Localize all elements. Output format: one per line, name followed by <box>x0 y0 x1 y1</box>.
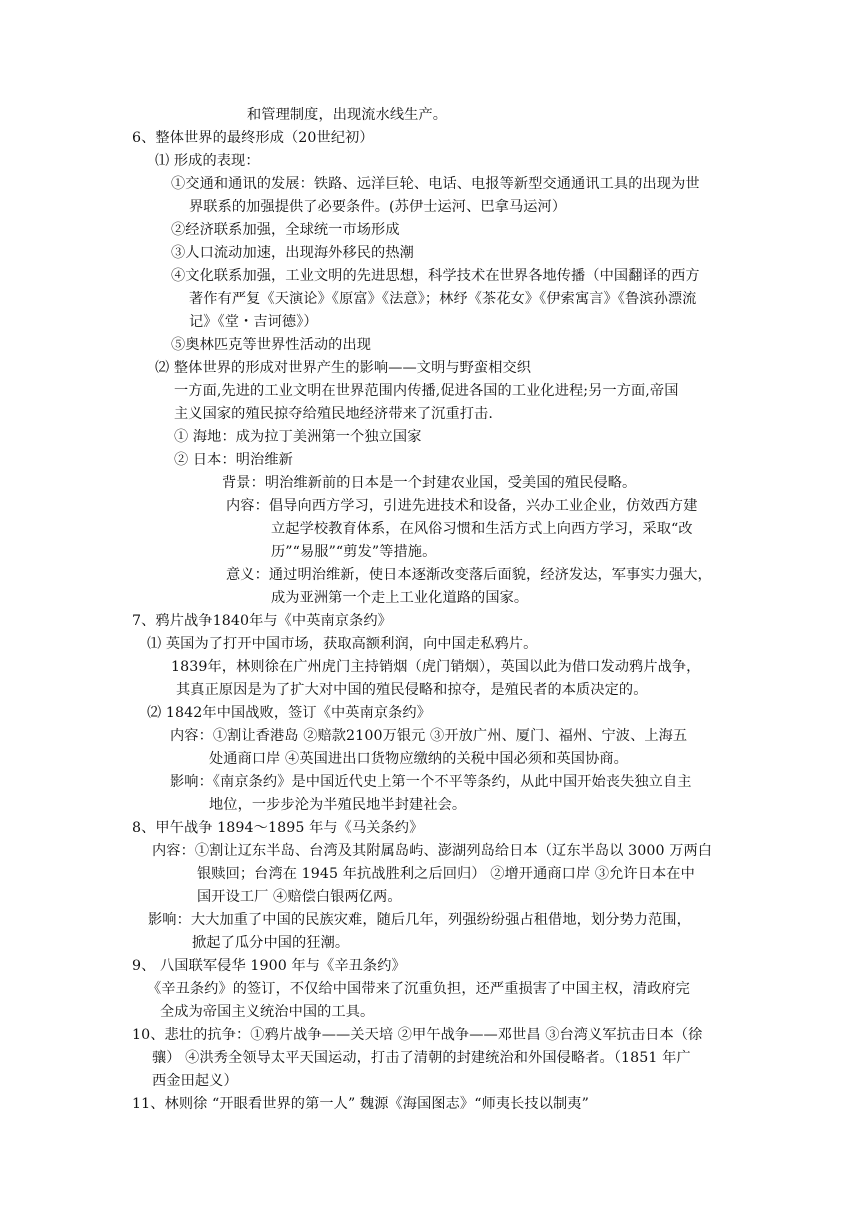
text-line: 其真正原因是为了扩大对中国的殖民侵略和掠夺，是殖民者的本质决定的。 <box>176 682 648 698</box>
section-heading: 8、甲午战争 1894～1895 年与《马关条约》 <box>132 820 424 836</box>
text-line: ① 海地：成为拉丁美洲第一个独立国家 <box>174 429 422 445</box>
text-line: 立起学校教育体系，在风俗习惯和生活方式上向西方学习，采取“改 <box>271 521 693 537</box>
text-line: 一方面,先进的工业文明在世界范围内传播,促进各国的工业化进程;另一方面,帝国 <box>174 383 679 399</box>
text-line: 《辛丑条约》的签订，不仅给中国带来了沉重负担，还严重损害了中国主权，清政府完 <box>147 981 690 997</box>
text-line: ②经济联系加强，全球统一市场形成 <box>171 222 400 238</box>
text-line: 内容：倡导向西方学习，引进先进技术和设备，兴办工业企业，仿效西方建 <box>226 498 698 514</box>
subsection-heading: ⑴ 形成的表现： <box>155 153 260 169</box>
section-heading: 11、林则徐 “开眼看世界的第一人” 魏源《海国图志》“师夷长技以制夷” <box>132 1096 589 1112</box>
text-line: 内容：①割让辽东半岛、台湾及其附属岛屿、澎湖列岛给日本（辽东半岛以 3000 万两白 <box>152 843 713 859</box>
section-heading: 7、鸦片战争1840年与《中英南京条约》 <box>132 613 392 629</box>
text-line: 掀起了瓜分中国的狂潮。 <box>192 935 350 951</box>
text-line: ④文化联系加强，工业文明的先进思想，科学技术在世界各地传播（中国翻译的西方 <box>171 268 700 284</box>
text-line: 国开设工厂 ④赔偿白银两亿两。 <box>197 889 402 905</box>
section-heading: 10、悲壮的抗争：①鸦片战争——关天培 ②甲午战争——邓世昌 ③台湾义军抗击日本（徐 <box>132 1027 703 1043</box>
text-line: 主义国家的殖民掠夺给殖民地经济带来了沉重打击. <box>174 406 493 422</box>
section-heading: 6、整体世界的最终形成（20世纪初） <box>132 130 374 146</box>
text-line: 地位，一步步沦为半殖民地半封建社会。 <box>209 797 467 813</box>
text-line: ①交通和通讯的发展：铁路、远洋巨轮、电话、电报等新型交通通讯工具的出现为世 <box>171 176 700 192</box>
text-line: 银赎回；台湾在 1945 年抗战胜利之后回归） ②增开通商口岸 ③允许日本在中 <box>197 866 695 882</box>
text-line: 1839年，林则徐在广州虎门主持销烟（虎门销烟），英国以此为借口发动鸦片战争， <box>171 659 701 675</box>
text-line: 界联系的加强提供了必要条件。(苏伊士运河、巴拿马运河） <box>189 199 567 215</box>
text-line: 著作有严复《天演论》《原富》《法意》；林纾《茶花女》《伊索寓言》《鲁滨孙漂流 <box>189 291 697 307</box>
text-line: 成为亚洲第一个走上工业化道路的国家。 <box>271 590 529 606</box>
section-heading: 9、 八国联军侵华 1900 年与《辛丑条约》 <box>132 958 406 974</box>
text-line: 处通商口岸 ④英国进出口货物应缴纳的关税中国必须和英国协商。 <box>209 751 628 767</box>
text-line: ② 日本：明治维新 <box>174 452 293 468</box>
text-line: ③人口流动加速，出现海外移民的热潮 <box>171 245 414 261</box>
text-line: 西金田起义） <box>152 1073 238 1089</box>
text-line: 记》《堂・吉诃德》） <box>189 314 318 330</box>
text-line: ⑤奥林匹克等世界性活动的出现 <box>171 337 372 353</box>
text-line: 影响：大大加重了中国的民族灾难，随后几年，列强纷纷强占租借地，划分势力范围， <box>148 912 691 928</box>
text-line: 背景：明治维新前的日本是一个封建农业国，受美国的殖民侵略。 <box>222 475 637 491</box>
text-line: 全成为帝国主义统治中国的工具。 <box>160 1004 375 1020</box>
text-line: 内容：①割让香港岛 ②赔款2100万银元 ③开放广州、厦门、福州、宁波、上海五 <box>170 728 688 744</box>
text-line: 历”“易服”“剪发”等措施。 <box>271 544 437 560</box>
subsection-heading: ⑴ 英国为了打开中国市场，获取高额利润，向中国走私鸦片。 <box>147 636 538 652</box>
text-line: 和管理制度，出现流水线生产。 <box>247 107 448 123</box>
text-line: 影响：《南京条约》是中国近代史上第一个不平等条约，从此中国开始丧失独立自主 <box>170 774 692 790</box>
text-line: 骧） ④洪秀全领导太平天国运动，打击了清朝的封建统治和外国侵略者。（1851 年广 <box>152 1050 691 1066</box>
text-line: 意义：通过明治维新，使日本逐渐改变落后面貌，经济发达，军事实力强大， <box>226 567 712 583</box>
subsection-heading: ⑵ 整体世界的形成对世界产生的影响——文明与野蛮相交织 <box>155 360 532 376</box>
subsection-heading: ⑵ 1842年中国战败，签订《中英南京条约》 <box>147 705 432 721</box>
